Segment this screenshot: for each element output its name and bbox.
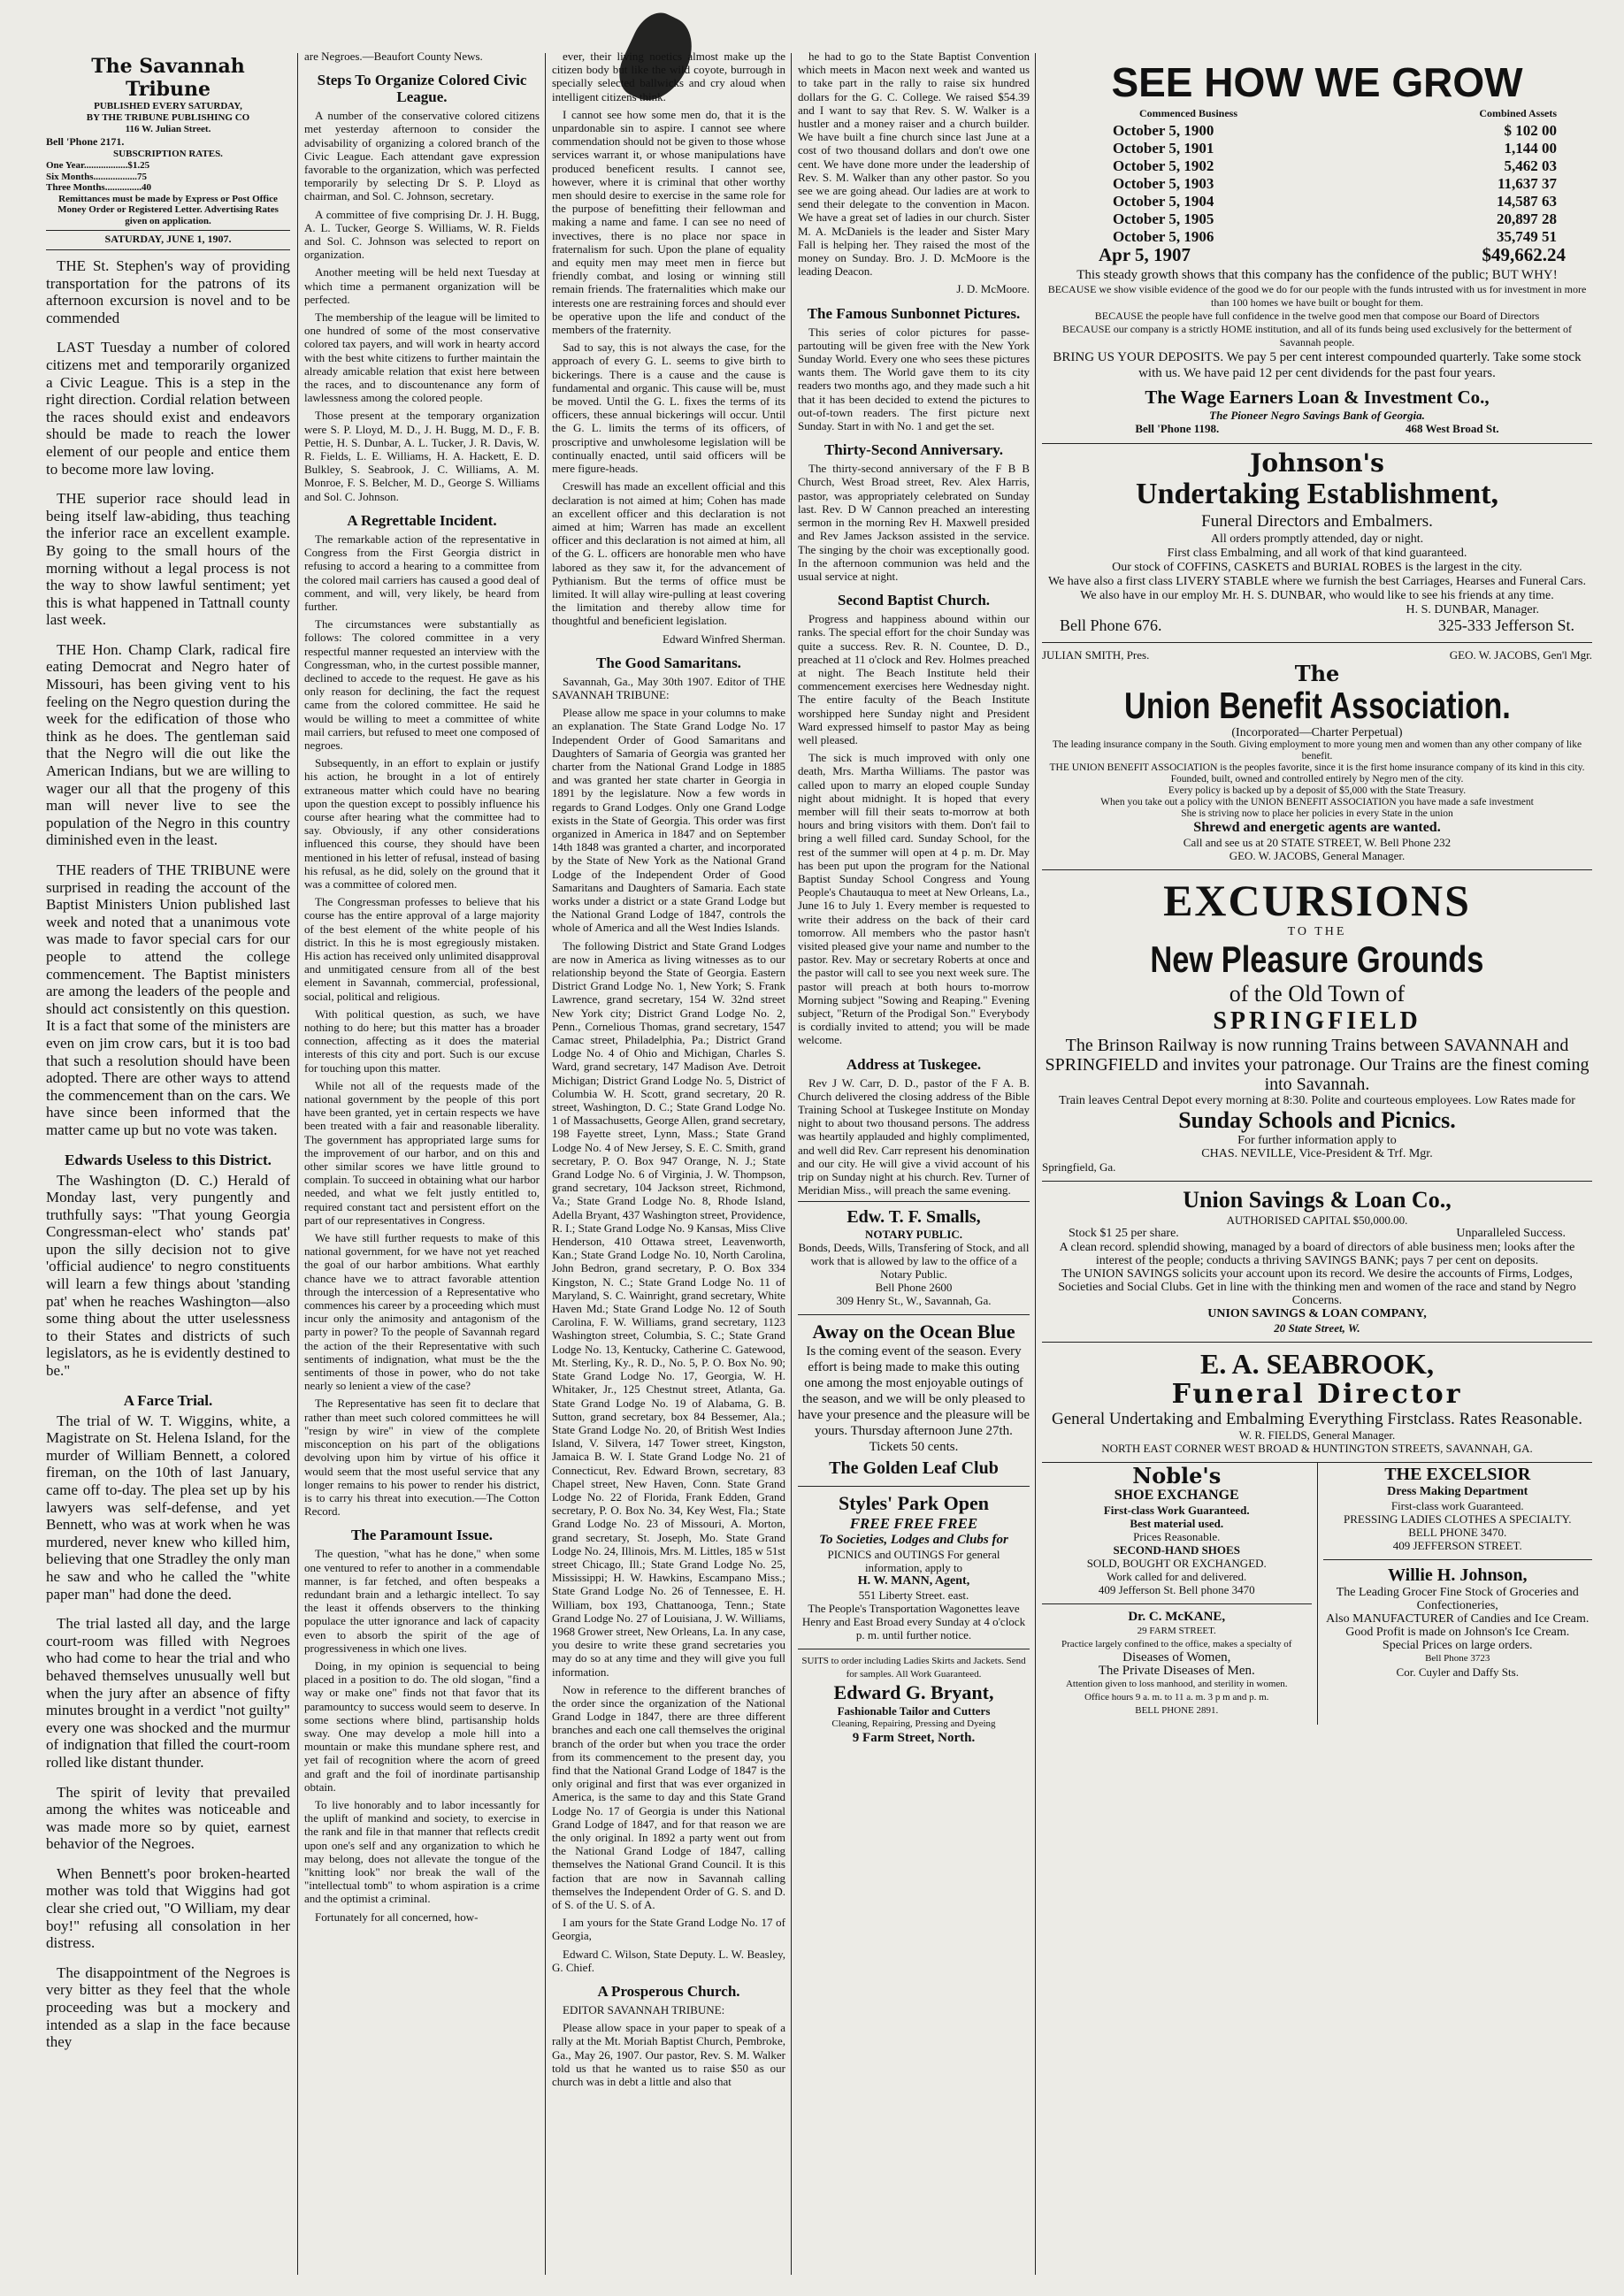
editorial-paragraph: THE St. Stephen's way of providing transportation for the patrons of its afternoon excursion is novel and to be commended (46, 257, 290, 326)
ad-union-manager: GEO. W. JACOBS, General Manager. (1229, 849, 1406, 862)
column-2 (304, 50, 540, 2277)
ad-union-incorporated: (Incorporated—Charter Perpetual) (1231, 726, 1403, 739)
ad-union-body: THE UNION BENEFIT ASSOCIATION is the peoples favorite, since it is the first home insurance company of its kind in this city. (1049, 762, 1585, 773)
ad-ocean-club: The Golden Leaf Club (829, 1458, 999, 1479)
headline-thirty-second: Thirty-Second Anniversary. (823, 441, 1004, 459)
masthead-title: The Savannah Tribune (91, 55, 245, 101)
ad-grow-date: Apr 5, 1907 (1099, 244, 1191, 265)
ad-bryant-sub: Cleaning, Repairing, Pressing and Dyeing (831, 1718, 996, 1730)
ad-excursions-apply: For further information apply to (1237, 1134, 1397, 1147)
ad-grow-amount: $ 102 00 (1504, 122, 1557, 139)
ad-excursions-headline: EXCURSIONS (1163, 876, 1471, 925)
editorial-paragraphs (46, 257, 290, 2051)
ad-union-headline: Union Benefit Association. (1123, 685, 1511, 726)
headline-good-samaritans: The Good Samaritans. (596, 654, 741, 671)
ad-noble-title: SHOE EXCHANGE (1114, 1488, 1239, 1503)
ad-union-body: Every policy is backed up by a deposit of $5,000 with the State Treasury. (1168, 785, 1467, 796)
ad-union-body: She is striving now to place her policies in every State in the union (1181, 808, 1453, 819)
ad-styles-headline: Styles' Park Open (839, 1492, 989, 1515)
ad-excelsior-phone: BELL PHONE 3470. (1408, 1526, 1507, 1539)
article-paragraph: Please allow me space in your columns to make an explanation. The State Grand Lodge No. 17 Independent Order of Good Samaritans and Daughters of Samaria of Georgia was granted her charter from the National Grand Lodge in 1885 and was granted her state charter in Georgia in 1891 by the legislature. Now a few words in regards to Grand Lodges. Only one Grand Lodge exists in the State of Georgia. This order was first organized in America in 1847 and on September 14th 1848 was granted a charter, and incorporated by the State of New York as the National Grand Lodge of the Independent Order of Good Samaritans and Daughters of Samaria. Each state works under a district or a state Grand Lodge but the National Grand Lodge of 1847, controls the whole of America and all the West Indies Islands. (552, 706, 785, 935)
masthead-rates-note: Remittances must be made by Express or Post Office Money Order or Registered Letter. Advertising Rates given on application. (57, 193, 279, 226)
ad-excursions-body: The Brinson Railway is now running Trains between SAVANNAH and SPRINGFIELD and invites your patronage. Our Trains are the finest coming into Savannah. (1045, 1036, 1590, 1094)
ad-excelsior-body: First-class work Guaranteed. (1390, 1499, 1524, 1512)
ad-styles-to: To Societies, Lodges and Clubs for (819, 1533, 1008, 1548)
ad-johnson-body: Our stock of COFFINS, CASKETS and BURIAL ROBES is the largest in the city. (1112, 561, 1522, 574)
ad-willie-address: Cor. Cuyler and Daffy Sts. (1396, 1665, 1519, 1679)
ad-excursions-sunday: Sunday Schools and Picnics. (1178, 1107, 1456, 1133)
column-rule (545, 53, 546, 2275)
ad-mckane-body: The Private Diseases of Men. (1098, 1664, 1255, 1678)
ad-bryant-top: SUITS to order including Ladies Skirts and Jackets. Send for samples. All Work Guaranteed. (801, 1656, 1026, 1680)
headline-sunbonnet: The Famous Sunbonnet Pictures. (807, 304, 1021, 322)
ad-excelsior-title: Dress Making Department (1387, 1485, 1528, 1498)
ad-mckane-body: Attention given to loss manhood, and sterility in women. (1065, 1679, 1288, 1689)
ad-styles-agent: H. W. MANN, Agent, (857, 1574, 970, 1588)
ad-excelsior-name: THE EXCELSIOR (1384, 1465, 1531, 1484)
ad-willie-name: Willie H. Johnson, (1388, 1565, 1528, 1585)
ad-styles-free: FREE FREE FREE (849, 1515, 978, 1533)
ad-union-body: Founded, built, owned and controlled entirely by Negro men of the city. (1170, 774, 1464, 784)
article-paragraph: I cannot see how some men do, that it is the unpardonable sin to aspire. I cannot see where commendation should not be given to those whose services warrant it, or whose manipulations have produced beneficent results. I cannot see, however, where it is criminal that other worthy men should desire to exercise in the same role for the purpose of benefitting their fellowman and making a name and fame. I can see no need of invectives, there is no place nor space in fraternalism for such. Upon the plane of equality and equity men may meet men in fierce but friendly combat, and losing or winning still remain friends. The fraternalities which make our interests one are restraining forces and should ever be operative upon the life and conduct of the members of the fraternity. (552, 107, 785, 337)
article-paragraph: This series of color pictures for passe-partouting will be given free with the New York Sunday World. Every one who sees these pictures wants them. The World gave them to its city readers two months ago, and they made such a hit that it has been decided to extend the pictures to out-of-town readers. The first picture next Sunday. Start in with No. 1 and get the set. (798, 325, 1030, 433)
column-4 (798, 50, 1030, 2277)
ad-bryant-body: Fashionable Tailor and Cutters (837, 1704, 991, 1718)
headline-prosperous-church: A Prosperous Church. (597, 1983, 740, 2001)
ad-union-wanted: Shrewd and energetic agents are wanted. (1193, 820, 1441, 835)
ad-johnson-name: Johnson's (1250, 448, 1384, 478)
ad-smalls-name: Edw. T. F. Smalls, (846, 1207, 981, 1228)
ad-grow-date: October 5, 1904 (1113, 193, 1214, 210)
ad-willie-johnson (1323, 1560, 1593, 1686)
article-paragraph: Rev J W. Carr, D. D., pastor of the F A. B. Church delivered the closing address of the Bible Training School at Tuskegee Institute on Monday night to about two thousand persons. The address was heartily applauded and highly complimented, and well did Rev. Carr represent his denomination and our city. He will give a vivid account of his trip on Sunday night at his church. Rev. Turner of Meridian Miss., will preach the same evening. (798, 1075, 1030, 1198)
article-paragraph: Please allow space in your paper to speak of a rally at the Mt. Moriah Baptist Church, Pembroke, Ga., May 26, 1907. Our pastor, Rev. S. M. Walker told us that he wanted us to raise $50 as our church was in debt a little and also that (552, 2021, 785, 2089)
ad-savings-success: Unparalleled Success. (1456, 1227, 1566, 1240)
article-paragraph: A number of the conservative colored citizens met yesterday afternoon to consider the advisability of organizing a colored branch of the Civic League. Each attendant gave expression favorable to the organization, which was perfected temporarily by selecting Dr S. P. Lloyd as chairman, and Sol. C. Johnson, secretary. (304, 109, 540, 203)
ad-savings-stock: Stock $1 25 per share. (1069, 1227, 1179, 1240)
ad-union-the: The (1294, 661, 1340, 686)
article-paragraph: The membership of the league will be limited to one hundred of some of the most conservative colored tax payers, and will work in hearty accord with the best white citizens to further maintain the already amicable relation that exist here between the races, and to discountenance any form of lawlessness among the colored people. (304, 310, 540, 405)
ad-johnson-phone: Bell Phone 676. (1060, 616, 1162, 634)
ad-savings-headline: Union Savings & Loan Co., (1183, 1187, 1452, 1213)
article-paragraph: The sick is much improved with only one death, Mrs. Martha Williams. The pastor was called upon to marry an eloped couple Sunday night about midnight. It is hoped that every member will fill their seats to-morrow at both hours and bring visitors with them. Don't fail to bring a well filled card. Sunday School, for the rest of the summer will open at 4 p. m. Dr. May has been put upon the program for the National Baptist Sunday School Congress and Young People's Chautauqua to meet at New Orleans, La., June 16 to July 1. Every member is requested to write their address on the back of their card tomorrow. All members who the pastor hasn't visited pleased give your name and number to the pastor. Rev. May or secretary Roberts at once and the pastor will call to see you next week sure. The pastor will preach at both hours to-morrow Morning subject "Sowing and Reaping." Evening subject, "Return of the Prodigal Son." Everybody is cordially invited to attend; you will be made welcome. (798, 751, 1030, 1047)
ad-willie-body: Also MANUFACTURER of Candies and Ice Cream. Good Profit is made on Johnson's Ice Cream. (1326, 1612, 1590, 1639)
article-paragraph: ever, their living noetics almost make up the citizen body but like the wild coyote, burrough in specially selected ballwicks and cry aloud when intelligent citizens think. (552, 50, 785, 103)
editorial-paragraph: LAST Tuesday a number of colored citizens met and temporarily organized a Civic League. This is a step in the right direction. Cordial relation between the races should exist and endeavors should be made to reach the lower element of our people and entice them to become more law loving. (46, 339, 290, 478)
ad-grow-col-left: Commenced Business (1139, 107, 1238, 119)
ad-bryant-address: 9 Farm Street, North. (852, 1731, 976, 1746)
ad-union-pres: JULIAN SMITH, Pres. (1042, 648, 1150, 662)
ad-smalls-address: 309 Henry St., W., Savannah, Ga. (836, 1294, 992, 1308)
ad-grow-col-right: Combined Assets (1479, 107, 1557, 119)
ad-see-how-we-grow (1042, 55, 1592, 444)
article-paragraph: While not all of the requests made of the national government by the people of this port have been granted, yet in certain respects we have been treated with a fair and reasonable liberality. The government has appropriated large sums for the improvement of our harbor, and on this and other similar scores we have little ground to complain. To succeed in obtaining what our harbor needed, and what we felt justly entitled to, required constant tact and persistent effort on the part of our representatives in Congress. (304, 1078, 540, 1227)
article-paragraph: Now in reference to the different branches of the order since the organization of the National Grand Lodge in 1847, there are three different branches and each one call themselves the original branch of the order but when you trace the order from its commencement to the present day, you find that the National Grand Lodge of 1847 is the only original and first that was ever organized in America, is the same to day and this State Grand Lodge No. 17 of Georgia is under this National Grand Lodge of 1847, and for that reason we are the only original. In 1892 a party went out from the National Grand Lodge of 1847, calling themselves the National Grand Council. It is this faction that are now in Savannah calling themselves the Independent Order of G. S. and D. of S. of the U. S. of A. (552, 1682, 785, 1912)
headline-tuskegee: Address at Tuskegee. (846, 1055, 982, 1073)
column-5-ads (1042, 55, 1592, 2277)
article-paragraph: The disappointment of the Negroes is very bitter as they feel that the whole proceeding was but a mockery and intended as a slap in the face because they (46, 1963, 290, 2051)
ad-union-headline-wrap (1042, 685, 1592, 726)
article-paragraph: I am yours for the State Grand Lodge No. 17 of Georgia, (552, 1916, 785, 1943)
ad-excursions-contact: CHAS. NEVILLE, Vice-President & Trf. Mgr. (1201, 1147, 1433, 1160)
masthead (46, 55, 290, 250)
ad-mckane-body: Practice largely confined to the office, makes a specialty of (1061, 1639, 1292, 1649)
article-paragraph: are Negroes.—Beaufort County News. (304, 50, 483, 63)
ad-grow-headline: SEE HOW WE GROW (1111, 59, 1523, 105)
ad-grow-amount: 11,637 37 (1497, 175, 1557, 192)
ad-grow-body: BECAUSE our company is a strictly HOME institution, and all of its funds being used exclusively for the betterment of Savannah people. (1062, 323, 1572, 348)
ad-bryant-name: Edward G. Bryant, (833, 1681, 994, 1704)
ad-johnson-body: First class Embalming, and all work of that kind guaranteed. (1167, 547, 1467, 560)
editorial-paragraph: THE Hon. Champ Clark, radical fire eating Democrat and Negro hater of Missouri, has been giving vent to his feeling on the Negro question during the week for the edification of those who think as he does. The gentleman said that the Negro will die out like the American Indians, but we are willing to wager our all that the progeny of this man will never live to see the population of the Negro in this country diminished even in the least. (46, 640, 290, 849)
ad-bottom-row (1042, 1463, 1592, 1725)
ad-grow-body: BECAUSE we show visible evidence of the good we do for our people with the funds intrusted with us for investment in more than 100 homes we have built or bought for them. (1047, 283, 1587, 309)
ad-seabrook-manager: W. R. FIELDS, General Manager. (1238, 1428, 1396, 1442)
masthead-phone: Bell 'Phone 2171. (46, 135, 125, 148)
ad-ocean-body: Is the coming event of the season. Every effort is being made to make this outing one among the most enjoyable outings of the season, and we will be only pleased to have your presence and the pleasure will be yours. Thursday afternoon June 27th. Tickets 50 cents. (798, 1344, 1030, 1455)
ad-noble-address: 409 Jefferson St. Bell phone 3470 (1098, 1583, 1255, 1596)
ad-mckane-body: Diseases of Women, (1122, 1650, 1231, 1665)
headline-regrettable-incident: A Regrettable Incident. (347, 511, 497, 529)
article-paragraph: Doing, in my opinion is sequencial to being placed in a position to do. The old slogan, "find a way or make one" finds not that favor that its paramountcy to success would seem to deserve. In some sections where blind, partisanship holds sway. One may develop a mole hill into a mountain or make this mundane sphere rest, and yet fail of recognition where the acorn of greed and graft and the foil of inordinate partisanship obtain. (304, 1658, 540, 1794)
ad-johnson-contact (1042, 616, 1592, 635)
article-paragraph: Progress and happiness abound within our ranks. The special effort for the choir Sunday was quite a success. Rev. R. N. Countee, D. D., preached at 11 o'clock and Rev. Holmes preached at night. The Beach Institute held their commencement exercises here Wednesday night. The entire faculty of the Beach Institute worshipped here Sunday night and President Ward expressed himself to pastor May as being well pleased. (798, 612, 1030, 746)
ad-seabrook-name: E. A. SEABROOK, (1199, 1348, 1435, 1380)
ad-seabrook (1042, 1343, 1592, 1463)
article-paragraph: With political question, as such, we have nothing to do here; but this matter has a broader connection, affecting as it does the material interests of this city and port. Such is our excuse for touching upon this matter. (304, 1006, 540, 1075)
ad-styles-park (798, 1487, 1030, 1649)
article-paragraph: Edward C. Wilson, State Deputy. L. W. Beasley, G. Chief. (552, 1947, 785, 1974)
ad-mckane-phone: BELL PHONE 2891. (1135, 1705, 1219, 1716)
ad-noble (1042, 1463, 1312, 1604)
ad-excelsior-address: 409 JEFFERSON STREET. (1392, 1539, 1522, 1552)
article-paragraph: EDITOR SAVANNAH TRIBUNE: (563, 2003, 725, 2017)
article-paragraph: The thirty-second anniversary of the F B B Church, West Broad street, Rev. Alex Harris, pastor, was appropriately celebrated on Sunday last. Rev. D W Cannon preached an interesting sermon in the morning Rev H. Maxwell presided and Rev James Jackson assisted in the service. The singing by the choir was exceptionally good. In the afternoon communion was held and the usual service at night. (798, 462, 1030, 583)
ad-smalls-phone: Bell Phone 2600 (875, 1281, 953, 1295)
article-paragraph: The remarkable action of the representative in Congress from the First Georgia district in refusing to accord a hearing to a committee from the colored mail carriers has caused a good deal of comment, and will, very likely, be heard from further. (304, 532, 540, 613)
ad-johnson-undertaking (1042, 444, 1592, 643)
ad-bottom-left (1042, 1463, 1318, 1725)
column-rule (791, 53, 792, 2275)
masthead-date: SATURDAY, JUNE 1, 1907. (46, 230, 290, 246)
ad-smalls-body: Bonds, Deeds, Wills, Transfering of Stock, and all work that is allowed by law to the office of a Notary Public. (798, 1241, 1030, 1282)
editorial-paragraph: THE readers of THE TRIBUNE were surprised in reading the account of the Baptist Ministers Union published last week and noted that a unanimous vote was made to favor special cars for our people to attend the college commencement. The Baptist ministers are among the leaders of the people and should act consistently on this question. It is a fact that some of the ministers are even on jim crow cars, but it is too bad that such a resolution should have been adopted. There are other ways to attend the commencement than on the cars. We have since been informed that the matter came up but no vote was taken. (46, 861, 290, 1138)
ad-willie-body: The Leading Grocer Fine Stock of Groceries and Confectioneries, (1336, 1586, 1579, 1612)
ad-johnson-manager: H. S. DUNBAR, Manager. (1406, 603, 1539, 616)
ad-seabrook-address: NORTH EAST CORNER WEST BROAD & HUNTINGTON STREETS, SAVANNAH, GA. (1101, 1442, 1533, 1455)
ad-grow-company: The Wage Earners Loan & Investment Co., (1145, 386, 1490, 408)
article-signature: J. D. McMoore. (956, 282, 1030, 296)
article-paragraph: When Bennett's poor broken-hearted mother was told that Wiggins had got clear she cried out, "O William, my dear boy!" refusing all consolation in her distress. (46, 1864, 290, 1952)
ad-excursions-body: Train leaves Central Depot every morning at 8:30. Polite and courteous employees. Low Rates made for (1059, 1094, 1575, 1107)
article-signature: Edward Winfred Sherman. (663, 631, 785, 646)
ad-savings-body: A clean record. splendid showing, managed by a board of directors of able business men; looks after the interest of the people; conducts a thriving SAVINGS BANK; pays 7 per cent on deposits. (1059, 1241, 1575, 1267)
ad-union-savings (1042, 1182, 1592, 1343)
column-rule (1035, 53, 1036, 2275)
ad-union-call: Call and see us at 20 STATE STREET, W. Bell Phone 232 (1183, 836, 1452, 849)
ad-johnson-address: 325-333 Jefferson St. (1437, 616, 1574, 634)
ad-savings-company: UNION SAVINGS & LOAN COMPANY, (1207, 1307, 1427, 1320)
ad-excursions-town: SPRINGFIELD (1213, 1007, 1421, 1035)
ad-excursions-grounds: New Pleasure Grounds (1150, 938, 1484, 980)
article-paragraph: The following District and State Grand Lodges are now in America as living witnesses as to our relationship beyond the State of Georgia. Eastern District Grand Lodge No. 1, New York; S. Frank Lawrence, grand secretary, 154 W. 32nd street New York city; District Grand Lodge No. 2, Penn., Cornelious Thomas, grand secretary, 1547 Camac street, Philadelphia, Pa.; District Grand Lodge No. 4 of Ohio and Michigan, Charles S. Ward, grand secretary, 147 Madison Ave. Detroit Michigan; District Grand Lodge No. 5, District of Columbia W. H. Scott, grand secretary, 20 R. street, Washington, D. C.; State Grand Lodge No. 1 of Massachusetts, George Allen, grand secretary, 198 Fayette street, Lynn, Mass.; State Grand Lodge No. 4 of New Jersey, S. E. C. Smith, grand secretary, P. O. Box 947 Orange, N. J.; State Grand Lodge No. 6 of Virginia, J. W. Thompson, grand secretary, 104 Jackson street, Richmond, Va.; State Grand Lodge No. 8, Rhode Island, Adella Bryant, 437 Washington street, Providence, R. I.; State Grand Lodge No. 9 Kansas, Miss Clive Henderson, 410 Ottawa street, Leavenworth, Kan.; State Grand Lodge No. 10, North Carolina, John Bedron, grand secretary, P. O. Box 334 Kingston, N. C.; State Grand Lodge No. 11 of Maryland, S. C. Wainright, grand secretary, White Haven Md.; State Grand Lodge No. 12 of South Carolina, F. W. Williams, grand secretary, 1123 Washington street, Columbia, S. C.; State Grand Lodge No. 13, Kentucky, Catherine C. Gatewood, Mt. Sterling, Ky., R. D., No. 5, P. O. Box No. 90; State Grand Lodge No. 17, Georgia, W. H. Whitaker, Jr., 125 Chestnut street, Atlanta, Ga. State Grand Lodge No. 19 of Alabama, G. B. Sutton, grand secretary, box 84 Bessemer, Ala.; State Grand Lodge No. 20, of British West Indies Island, V. Silvera, 147 Tower street, Kingston, Jamaica B. W. I. State Grand Lodge No. 21 of Connecticut, Rev. Edward Brown, secretary, 83 Chapel street, New Haven, Conn. State Grand Lodge No. 22 of Florida, Frank Edden, Grand secretary, P. O. Box No. 34, Key West, Fla.; State Grand Lodge No. 23 of Missouri, A. Morton, grand secretary, St. Joseph, Mo. State Grand Lodge No. 24, Illinois, Mrs. M. Littles, 185 w 51st street Chicago, Ill.; State Grand Lodge No. 25, Mississippi; H. W. Hawkins, Escampano Miss.; State Grand Lodge No. 26 of Tennessee, E. H. William, box 193, Chattanooga, Tenn.; State Grand Lodge No. 27 of Louisiana, J. W. Williams, 1968 Grower street, New Orleans, La. In any case, you desire to write these grand secretaries you may do so at any time and they will give you full information. (552, 938, 785, 1679)
article-paragraph: Sad to say, this is not always the case, for the approach of every G. L. seems to give birth to bickerings. There is a cause and the cause is fundamental and organic. This cause will be, must be moved. Until the G. L. fixes the terms of its officers, these annual bickerings will occur. Until the G. L. limits the terms of its officers, of proscriptive and unwholesome legislation will be continually enacted, until said officers will be mere figure-heads. (552, 341, 785, 476)
article-paragraph: A committee of five comprising Dr. J. H. Bugg, A. L. Tucker, George S. Williams, W. R. Fields and Sol. C. Johnson was selected to report on organization. (304, 207, 540, 262)
article-paragraph: Another meeting will be held next Tuesday at which time a permanent organization will be perfected. (304, 265, 540, 306)
ad-ocean-headline: Away on the Ocean Blue (812, 1320, 1015, 1343)
ad-grow-contact (1042, 422, 1592, 436)
ad-union-body: When you take out a policy with the UNION BENEFIT ASSOCIATION you have made a safe investment (1100, 797, 1534, 807)
masthead-rates-title: SUBSCRIPTION RATES. (113, 149, 223, 159)
ad-grow-amount: 1,144 00 (1504, 140, 1557, 157)
ad-johnson-sub: Funeral Directors and Embalmers. (1201, 512, 1433, 531)
newspaper-page (16, 5, 1608, 2291)
article-paragraph: The circumstances were substantially as follows: The colored committee in a very respectful manner requested an interview with the Congressman, who, in the curtest possible manner, declined to accede to the request. He gave as his only reason for declining, the fact the request came from the colored committee. He said he would be willing to meet a committee of white mail carriers, but refused to meet one composed of negroes. (304, 617, 540, 752)
ad-noble-body: Prices Reasonable. (1133, 1530, 1221, 1543)
column-3 (552, 50, 785, 2277)
ad-grow-amount: 5,462 03 (1504, 157, 1557, 174)
ad-excelsior-body: PRESSING LADIES CLOTHES A SPECIALTY. (1343, 1512, 1572, 1526)
article-paragraph: The Washington (D. C.) Herald of Monday last, very pungently and truthfully says: "That young Georgia Congressman-elect who' stands pat' upon the silly decision not to give 'official audience' to negro constituents will learn a few things about 'standing pat' when he reaches Washington—also some thing about the utter uselessness to their States and districts of such legislators, as he is evidently destined to be." (46, 1171, 290, 1380)
ad-grow-amount: 14,587 63 (1497, 193, 1557, 210)
ad-noble-body: Best material used. (1130, 1517, 1224, 1530)
ad-grow-body: This steady growth shows that this company has the confidence of the public; BUT WHY! (1076, 268, 1558, 282)
article-paragraph: Those present at the temporary organization were S. P. Lloyd, M. D., J. H. Bugg, M. D., F. B. Pettie, H. S. Dunbar, A. L. Tucker, J. R. Davis, W. R. Fields, L. E. Williams, H. A. Hackett, E. D. Bulkley, S. Seabrook, J. C. Williams, A. M. Monroe, F. S. Belcher, M. D., George S. Williams and Sol. C. Johnson. (304, 409, 540, 503)
ad-johnson-body: We also have in our employ Mr. H. S. DUNBAR, who would like to see his friends at any time. (1080, 589, 1554, 602)
article-paragraph: The trial lasted all day, and the large court-room was filled with Negroes who had come to hear the trial and who behaved themselves unusually well but when the jury after an absence of fifty minutes brought in a verdict "not guilty" every one was shocked and the murmur of indignation that filled the court-room rolled like distant thunder. (46, 1615, 290, 1771)
ad-smalls-title: NOTARY PUBLIC. (864, 1228, 963, 1242)
masthead-rate: One Year..................$1.25 (46, 160, 150, 171)
ad-grow-amount: $49,662.24 (1482, 244, 1566, 265)
ad-willie-phone: Bell Phone 3723 (1425, 1653, 1490, 1664)
ad-ocean-blue (798, 1315, 1030, 1487)
headline-edwards: Edwards Useless to this District. (65, 1151, 272, 1168)
ad-savings-auth: AUTHORISED CAPITAL $50,000.00. (1226, 1213, 1408, 1227)
article-paragraph: Fortunately for all concerned, how- (315, 1910, 479, 1924)
masthead-address: 116 W. Julian Street. (125, 124, 211, 134)
ad-grow-date: October 5, 1903 (1113, 175, 1214, 192)
ad-grow-date: October 5, 1902 (1113, 157, 1214, 174)
article-paragraph: The spirit of levity that prevailed among the whites was noticeable and was made more so by quiet, earnest behavior of the Negroes. (46, 1783, 290, 1853)
ad-grow-date: October 5, 1900 (1113, 122, 1214, 139)
ad-savings-stock-row (1042, 1227, 1592, 1241)
ad-union-gm: GEO. W. JACOBS, Gen'l Mgr. (1449, 648, 1592, 662)
article-paragraph: he had to go to the State Baptist Convention which meets in Macon next week and wanted us to take part in the rally to raise six hundred dollars for the G. C. College. We raised $54.39 and I want to say that Rev. S. W. Walker is a hustler and a money raiser and a church builder. We have built a fine church since last June at a cost of two thousand dollars and don't owe one cent. We have done more under the leadership of Rev. S. M. Walker than any other pastor. So you see we are going ahead. Our ladies are at work to send their delegate to the convention in Macon. We have a great set of ladies in our church. Sister M. A. McDaniels is the leader and Sister Mary Fall is helping her. They raised the most of the money on Sunday. Bro. J. D. McMoore is the leading Deacon. (798, 50, 1030, 279)
article-paragraph: Subsequently, in an effort to explain or justify his action, he brought in a lot of entirely extraneous matter which could have no bearing upon the question except to possibly influence his course after hearing what the committee had to say. Obviously, if any other considerations influenced this course, they should have been mentioned in his letter of refusal, instead of basing his refusal, as he did, solely on the ground that it was a committee of colored men. (304, 756, 540, 891)
ad-johnson-body: We have also a first class LIVERY STABLE where we furnish the best Carriages, Hearses and Funeral Cars. (1047, 575, 1586, 588)
ad-noble-name: Noble's (1132, 1463, 1222, 1489)
ad-grow-date: October 5, 1905 (1113, 210, 1214, 227)
ad-mckane-hours: Office hours 9 a. m. to 11 a. m. 3 p m and p. m. (1084, 1692, 1269, 1703)
editorial-paragraph: THE superior race should lead in being itself law-abiding, thus teaching the inferior race an excellent example. By going to the small hours of the morning without a legal process is not the way to show lawful sentiment; yet this is what happened in Tattnall county last week. (46, 490, 290, 629)
ad-noble-body: SOLD, BOUGHT OR EXCHANGED. (1086, 1557, 1267, 1570)
article-paragraph: To live honorably and to labor incessantly for the uplift of mankind and society, to exercise in the rank and file in that manner that reflects credit upon one's self and any organization to which he may belong, does not allevate the tongue of the "knitting look" nor break the wall of the "intellectual tomb" to whom aspiration is a crime and the optimist a criminal. (304, 1797, 540, 1906)
masthead-published: PUBLISHED EVERY SATURDAY, (94, 101, 242, 111)
masthead-rate: Three Months...............40 (46, 182, 151, 193)
ad-grow-date: October 5, 1906 (1113, 228, 1214, 245)
ad-excursions-of: of the Old Town of (1229, 981, 1406, 1006)
ad-grow-address: 468 West Broad St. (1405, 422, 1499, 435)
ad-smalls (798, 1201, 1030, 1315)
article-paragraph: Savannah, Ga., May 30th 1907. Editor of THE SAVANNAH TRIBUNE: (552, 674, 785, 701)
headline-paramount-issue: The Paramount Issue. (350, 1527, 494, 1544)
headline-civic-league: Steps To Organize Colored Civic League. (317, 72, 527, 106)
ad-willie-body: Special Prices on large orders. (1382, 1639, 1533, 1652)
ad-grow-date: October 5, 1901 (1113, 140, 1214, 157)
ad-mckane-street: 29 FARM STREET. (1137, 1626, 1216, 1636)
ad-savings-body: The UNION SAVINGS solicits your account upon its record. We desire the accounts of Firms, Lodges, Societies and Social Clubs. Get in line with the thinking men and women of the race and stand by Negro Concerns. (1058, 1267, 1576, 1307)
ad-excursions-to: TO THE (1287, 925, 1347, 938)
ad-mckane-name: Dr. C. McKANE, (1128, 1610, 1226, 1624)
ad-seabrook-title: Funeral Director (1171, 1379, 1463, 1410)
column-rule (297, 53, 298, 2275)
ad-styles-body: PICNICS and OUTINGS For general information, apply to (827, 1548, 1000, 1575)
ad-styles-address: 551 Liberty Street. east. (858, 1588, 969, 1603)
ad-johnson-body: All orders promptly attended, day or night. (1210, 532, 1424, 546)
ad-johnson-headline: Undertaking Establishment, (1136, 478, 1498, 510)
ad-grow-amount: 35,749 51 (1497, 228, 1557, 245)
ad-noble-body: First-class Work Guaranteed. (1103, 1504, 1250, 1517)
article-paragraph: Creswill has made an excellent official and this declaration is not aimed at him; Cohen has made an excellent officer and this declaration is not aimed at him; Warren has made an excellent officer and this declaration is not aimed at him, all of the G. L. officers are honorable men who have labored as they saw it, for the advancement of Pythianism. But the terms of office must be limited. It will allay wire-pulling at least covering the limitation and thereby allow time for thoughtful and beneficient legislation. (552, 479, 785, 628)
masthead-rate: Six Months..................75 (46, 171, 147, 182)
ad-bottom-right (1318, 1463, 1593, 1725)
article-paragraph: The Representative has seen fit to declare that rather than meet such colored committees he will "resign by wire" in view of the complete misconception on his part of the obligations devolving upon him by virtue of his office it would seem that the most useful service that any longer remains to his power to render his district, is to carry his threat into execution.—The Cotton Record. (304, 1397, 540, 1519)
masthead-publisher: BY THE TRIBUNE PUBLISHING CO (86, 112, 250, 123)
article-paragraph: We have still further requests to make of this national government, for we have not yet reached the goal of our harbor ambitions. What earthly chance have we to attract favorable attention through the intercession of a Representative who commences his career by a proceeding which must incur only the animosity and antagonism of the party in power? To the people of Savannah regard the action of the their Representative with such sentiments of indignation, what must be the the sentiments of those in power, who do not take nearly so lenient a view of the case? (304, 1231, 540, 1393)
article-paragraph: The trial of W. T. Wiggins, white, a Magistrate on St. Helena Island, for the murder of William Bennett, a colored fireman, on the 10th of last January, came off to-day. The plea set up by his lawyers was self-defense, and yet Bennett, who was at work when he was murdered, never knew who killed him, believing that one Stradley the only man he saw and who he called the "white paper man" had done the deed. (46, 1412, 290, 1603)
ad-grow-sub: The Pioneer Negro Savings Bank of Georgia. (1209, 409, 1425, 422)
ad-excursions-place: Springfield, Ga. (1042, 1160, 1116, 1174)
ad-grow-body: BECAUSE the people have full confidence in the twelve good men that compose our Board of Directors (1094, 310, 1540, 322)
ad-union-body: The leading insurance company in the South. Giving employment to more young men and women than any other company of like benefit. (1052, 739, 1582, 762)
article-paragraph: The Congressman professes to believe that his course has the entire approval of a large majority of the best element of the white people of his district. In this he is most egregiously mistaken. His action has received only unlimited disapproval and unmitigated censure from all of the best element in Savannah, commercial, professional, social, political and religious. (304, 895, 540, 1003)
ad-styles-wagon: The People's Transportation Wagonettes leave Henry and East Broad every Sunday at 4 o'clock p. m. until further notice. (801, 1602, 1026, 1642)
ad-grow-phone: Bell 'Phone 1198. (1135, 422, 1220, 435)
ad-bryant (798, 1649, 1030, 1753)
ad-excursions (1042, 870, 1592, 1182)
ad-excelsior (1323, 1463, 1593, 1560)
column-1 (46, 55, 290, 2277)
ad-savings-address: 20 State Street, W. (1274, 1321, 1360, 1335)
headline-farce-trial: A Farce Trial. (123, 1391, 213, 1409)
headline-second-baptist: Second Baptist Church. (837, 592, 991, 609)
article-paragraph: The question, "what has he done," when some one ventured to refer to another in a commendable manner, is far fetched, and often bespeaks a redundant brain and a lethargic intellect. To say the least it offends observers to the thinking populace the utter ignorance and lack of capacity even to absorb the spirit of the age of progressiveness in which one lives. (304, 1547, 540, 1655)
ad-grow-table (1042, 104, 1592, 264)
ad-excursions-grounds-wrap (1042, 938, 1592, 981)
ad-noble-body: Work called for and delivered. (1107, 1570, 1247, 1583)
ad-mckane (1042, 1604, 1312, 1725)
ad-union-benefit (1042, 643, 1592, 870)
ad-grow-amount: 20,897 28 (1497, 210, 1557, 227)
ad-grow-body: BRING US YOUR DEPOSITS. We pay 5 per cent interest compounded quarterly. Take some stock with us. We have paid 12 per cent dividends for the past four years. (1053, 350, 1582, 380)
ad-seabrook-body: General Undertaking and Embalming Everything Firstclass. Rates Reasonable. (1052, 1410, 1582, 1428)
ad-noble-body: SECOND-HAND SHOES (1113, 1543, 1240, 1557)
